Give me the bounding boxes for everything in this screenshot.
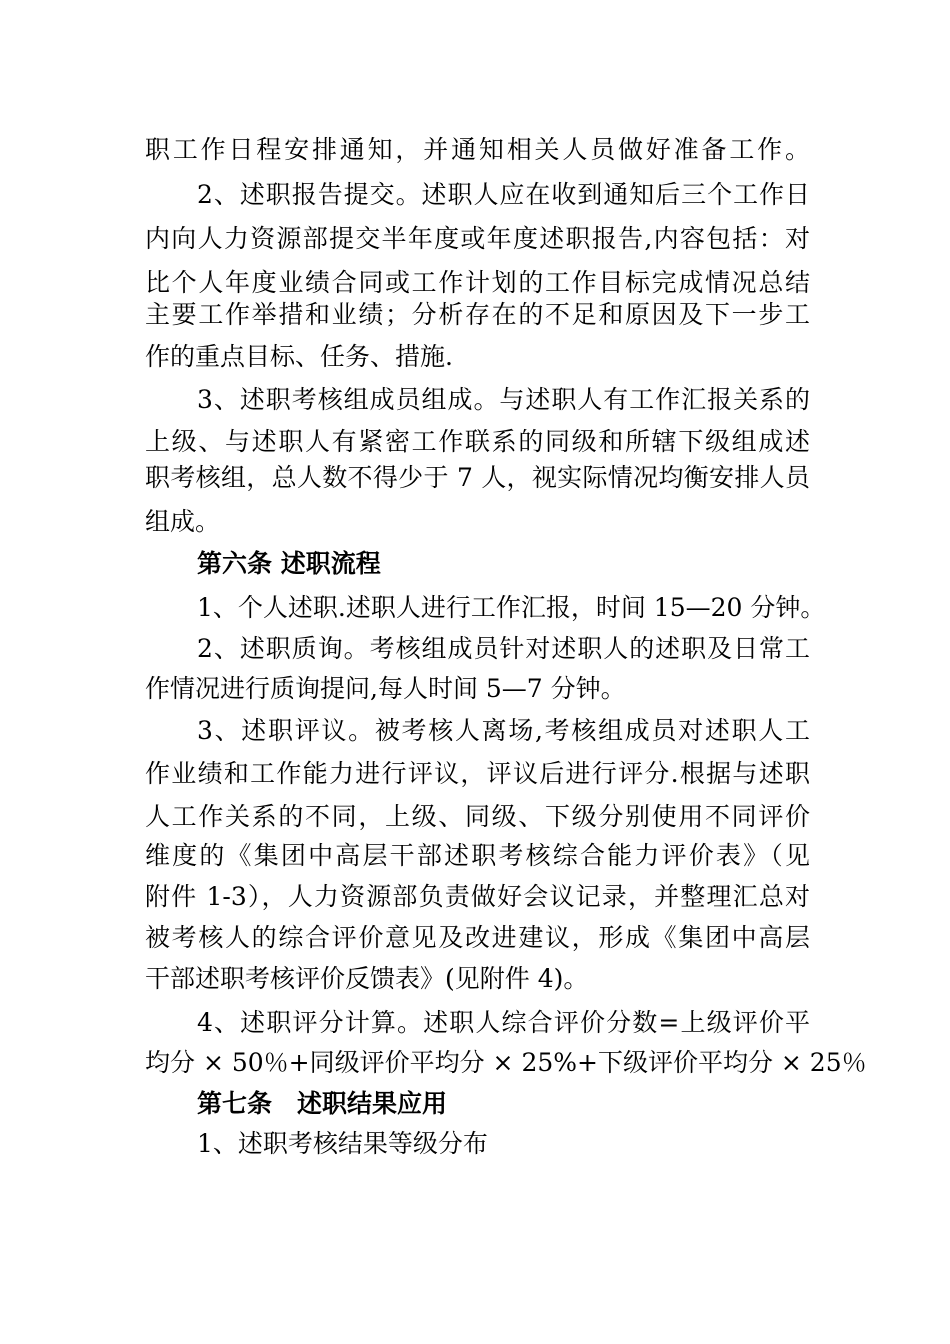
paragraph-line: 被考核人的综合评价意见及改进建议，形成《集团中高层 bbox=[145, 923, 810, 952]
paragraph-line: 主要工作举措和业绩；分析存在的不足和原因及下一步工 bbox=[145, 300, 810, 329]
section-heading: 第七条 述职结果应用 bbox=[197, 1089, 448, 1118]
paragraph-line: 职考核组，总人数不得少于 7 人，视实际情况均衡安排人员 bbox=[145, 463, 810, 492]
paragraph-line: 均分 × 50％+同级评价平均分 × 25%+下级评价平均分 × 25％ bbox=[145, 1048, 867, 1077]
paragraph-line: 2、述职报告提交。述职人应在收到通知后三个工作日 bbox=[197, 180, 810, 209]
paragraph-line: 1、个人述职.述职人进行工作汇报，时间 15—20 分钟。 bbox=[197, 593, 826, 622]
paragraph-line: 干部述职考核评价反馈表》(见附件 4)。 bbox=[145, 964, 589, 993]
paragraph-line: 维度的《集团中高层干部述职考核综合能力评价表》（见 bbox=[145, 841, 810, 870]
paragraph-line: 3、述职考核组成员组成。与述职人有工作汇报关系的 bbox=[197, 385, 810, 414]
paragraph-line: 3、述职评议。被考核人离场,考核组成员对述职人工 bbox=[197, 716, 810, 745]
paragraph-line: 职工作日程安排通知，并通知相关人员做好准备工作。 bbox=[145, 135, 810, 164]
paragraph-line: 附件 1-3），人力资源部负责做好会议记录，并整理汇总对 bbox=[145, 882, 810, 911]
section-heading: 第六条 述职流程 bbox=[197, 549, 381, 578]
paragraph-line: 内向人力资源部提交半年度或年度述职报告,内容包括：对 bbox=[145, 224, 810, 253]
paragraph-line: 上级、与述职人有紧密工作联系的同级和所辖下级组成述 bbox=[145, 427, 810, 456]
paragraph-line: 作情况进行质询提问,每人时间 5—7 分钟。 bbox=[145, 674, 626, 703]
paragraph-line: 人工作关系的不同，上级、同级、下级分别使用不同评价 bbox=[145, 802, 810, 831]
paragraph-line: 作的重点目标、任务、措施. bbox=[145, 342, 453, 371]
paragraph-line: 4、述职评分计算。述职人综合评价分数=上级评价平 bbox=[197, 1008, 810, 1037]
paragraph-line: 比个人年度业绩合同或工作计划的工作目标完成情况总结 bbox=[145, 268, 810, 297]
paragraph-line: 组成。 bbox=[145, 507, 221, 536]
paragraph-line: 作业绩和工作能力进行评议，评议后进行评分.根据与述职 bbox=[145, 759, 810, 788]
paragraph-line: 1、述职考核结果等级分布 bbox=[197, 1129, 488, 1158]
paragraph-line: 2、述职质询。考核组成员针对述职人的述职及日常工 bbox=[197, 634, 810, 663]
